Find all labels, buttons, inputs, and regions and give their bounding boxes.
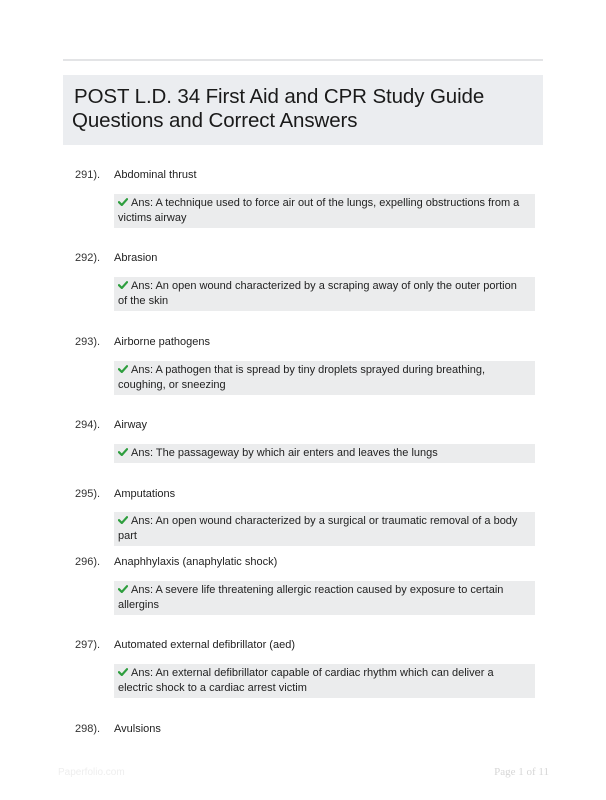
document-title: [63, 75, 543, 145]
question-number: 295).: [75, 488, 101, 500]
list-item: [75, 250, 535, 307]
answer-box: [114, 512, 535, 546]
question-term: Amputations: [114, 488, 176, 500]
list-item: [75, 486, 535, 542]
question-term: Airborne pathogens: [114, 336, 211, 348]
question-term: Anaphhylaxis (anaphylatic shock): [114, 556, 278, 568]
list-item: [75, 721, 535, 737]
question-term: Airway: [114, 419, 148, 431]
answer-text: Ans: A technique used to force air out of the lungs, expelling obstructions from a victims airway: [118, 197, 520, 224]
question-number: 294).: [75, 419, 101, 431]
list-item: [75, 334, 535, 391]
question-term: Automated external defibrillator (aed): [114, 639, 295, 651]
question-number: 296).: [75, 556, 101, 568]
answer-box: [114, 581, 535, 615]
check-icon: [118, 365, 128, 373]
question-number: 292).: [75, 252, 101, 264]
list-item: [75, 167, 535, 224]
check-icon: [118, 585, 128, 593]
title-line-2: Questions and Correct Answers: [72, 109, 358, 132]
check-icon: [118, 198, 128, 206]
check-icon: [118, 516, 128, 524]
answer-text: Ans: The passageway by which air enters and leaves the lungs: [131, 447, 438, 459]
footer-site-watermark: Paperfolio.com: [58, 767, 125, 778]
answer-text: Ans: An external defibrillator capable of cardiac rhythm which can deliver a electric shock to a cardiac arrest victim: [118, 667, 494, 694]
top-divider: [63, 59, 543, 61]
page-indicator: Page 1 of 11: [494, 766, 549, 778]
question-term: Abdominal thrust: [114, 169, 197, 181]
title-line-1: POST L.D. 34 First Aid and CPR Study Guide: [74, 85, 485, 108]
answer-text: Ans: An open wound characterized by a surgical or traumatic removal of a body part: [118, 515, 518, 542]
question-term: Avulsions: [114, 723, 161, 735]
answer-box: [114, 664, 535, 698]
question-number: 291).: [75, 169, 101, 181]
question-number: 297).: [75, 639, 101, 651]
answer-text: Ans: A pathogen that is spread by tiny droplets sprayed during breathing, coughing, or sneezing: [118, 364, 486, 391]
check-icon: [118, 668, 128, 676]
answer-box: [114, 444, 535, 463]
question-number: 298).: [75, 723, 101, 735]
list-item: [75, 637, 535, 694]
question-term: Abrasion: [114, 252, 158, 264]
answer-text: Ans: An open wound characterized by a scraping away of only the outer portion of the skin: [118, 280, 517, 307]
list-item: [75, 554, 535, 611]
answer-text: Ans: A severe life threatening allergic reaction caused by exposure to certain allergins: [118, 584, 504, 611]
answer-box: [114, 194, 535, 228]
check-icon: [118, 448, 128, 456]
answer-box: [114, 361, 535, 395]
list-item: [75, 417, 535, 459]
question-number: 293).: [75, 336, 101, 348]
check-icon: [118, 281, 128, 289]
answer-box: [114, 277, 535, 311]
